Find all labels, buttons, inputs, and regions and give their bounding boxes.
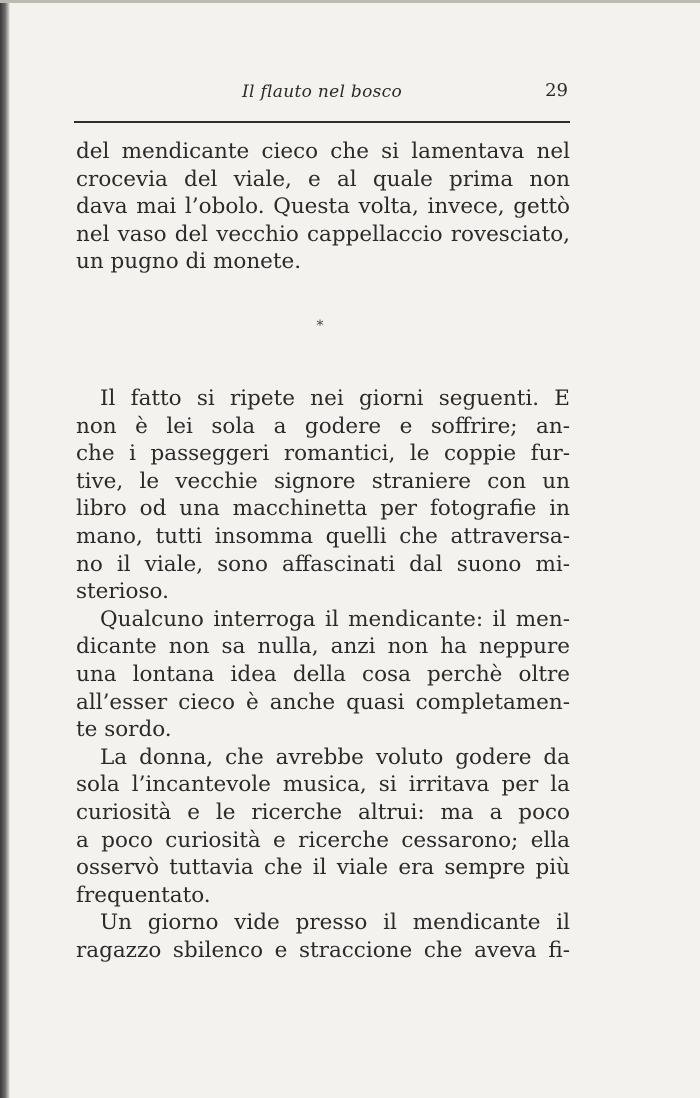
text-line: crocevia del viale, e al quale prima non xyxy=(76,166,570,192)
text-line: dava mai l’obolo. Questa volta, invece, gettò xyxy=(76,194,570,220)
paragraph-continuation xyxy=(76,138,570,276)
main-text-block xyxy=(76,385,570,964)
section-separator-asterisk: * xyxy=(316,318,324,334)
text-line: tive, le vecchie signore straniere con un xyxy=(76,468,570,494)
text-line: del mendicante cieco che si lamentava nel xyxy=(76,139,570,164)
header-rule xyxy=(74,121,570,123)
text-line: Il fatto si ripete nei giorni seguenti. E xyxy=(100,386,570,411)
page-number: 29 xyxy=(545,80,568,101)
page-header xyxy=(74,80,570,108)
text-line: sola l’incantevole musica, si irritava per la xyxy=(76,772,570,798)
text-line: un pugno di monete. xyxy=(76,249,302,275)
text-line: a poco curiosità e ricerche cessarono; ella xyxy=(76,827,570,853)
text-line: Qualcuno interroga il mendicante: il men- xyxy=(100,606,570,632)
text-line: no il viale, sono affascinati dal suono mi- xyxy=(76,551,570,577)
text-line: non è lei sola a godere e soffrire; an- xyxy=(76,413,570,439)
text-line: sterioso. xyxy=(76,579,169,605)
text-line: te sordo. xyxy=(76,717,172,743)
text-line: frequentato. xyxy=(76,882,211,908)
running-title: Il flauto nel bosco xyxy=(242,82,402,102)
page-top-edge xyxy=(0,0,700,3)
text-line: nel vaso del vecchio cappellaccio rovesciato, xyxy=(76,221,570,247)
text-line: mano, tutti insomma quelli che attraversa- xyxy=(76,523,570,549)
text-line: una lontana idea della cosa perchè oltre xyxy=(76,661,570,687)
text-line: curiosità e le ricerche altrui: ma a poco xyxy=(76,799,570,825)
text-line: Un giorno vide presso il mendicante il xyxy=(100,910,570,936)
text-line: all’esser cieco è anche quasi completamen- xyxy=(76,689,570,715)
text-line: dicante non sa nulla, anzi non ha neppure xyxy=(76,634,570,660)
text-line: libro od una macchinetta per fotografie in xyxy=(76,496,570,522)
text-line: che i passeggeri romantici, le coppie fur- xyxy=(76,441,570,467)
page-binding-edge xyxy=(0,0,10,1098)
text-line: La donna, che avrebbe voluto godere da xyxy=(100,744,570,770)
text-line: osservò tuttavia che il viale era sempre più xyxy=(76,855,570,881)
text-line: ragazzo sbilenco e straccione che aveva fi- xyxy=(76,937,570,963)
